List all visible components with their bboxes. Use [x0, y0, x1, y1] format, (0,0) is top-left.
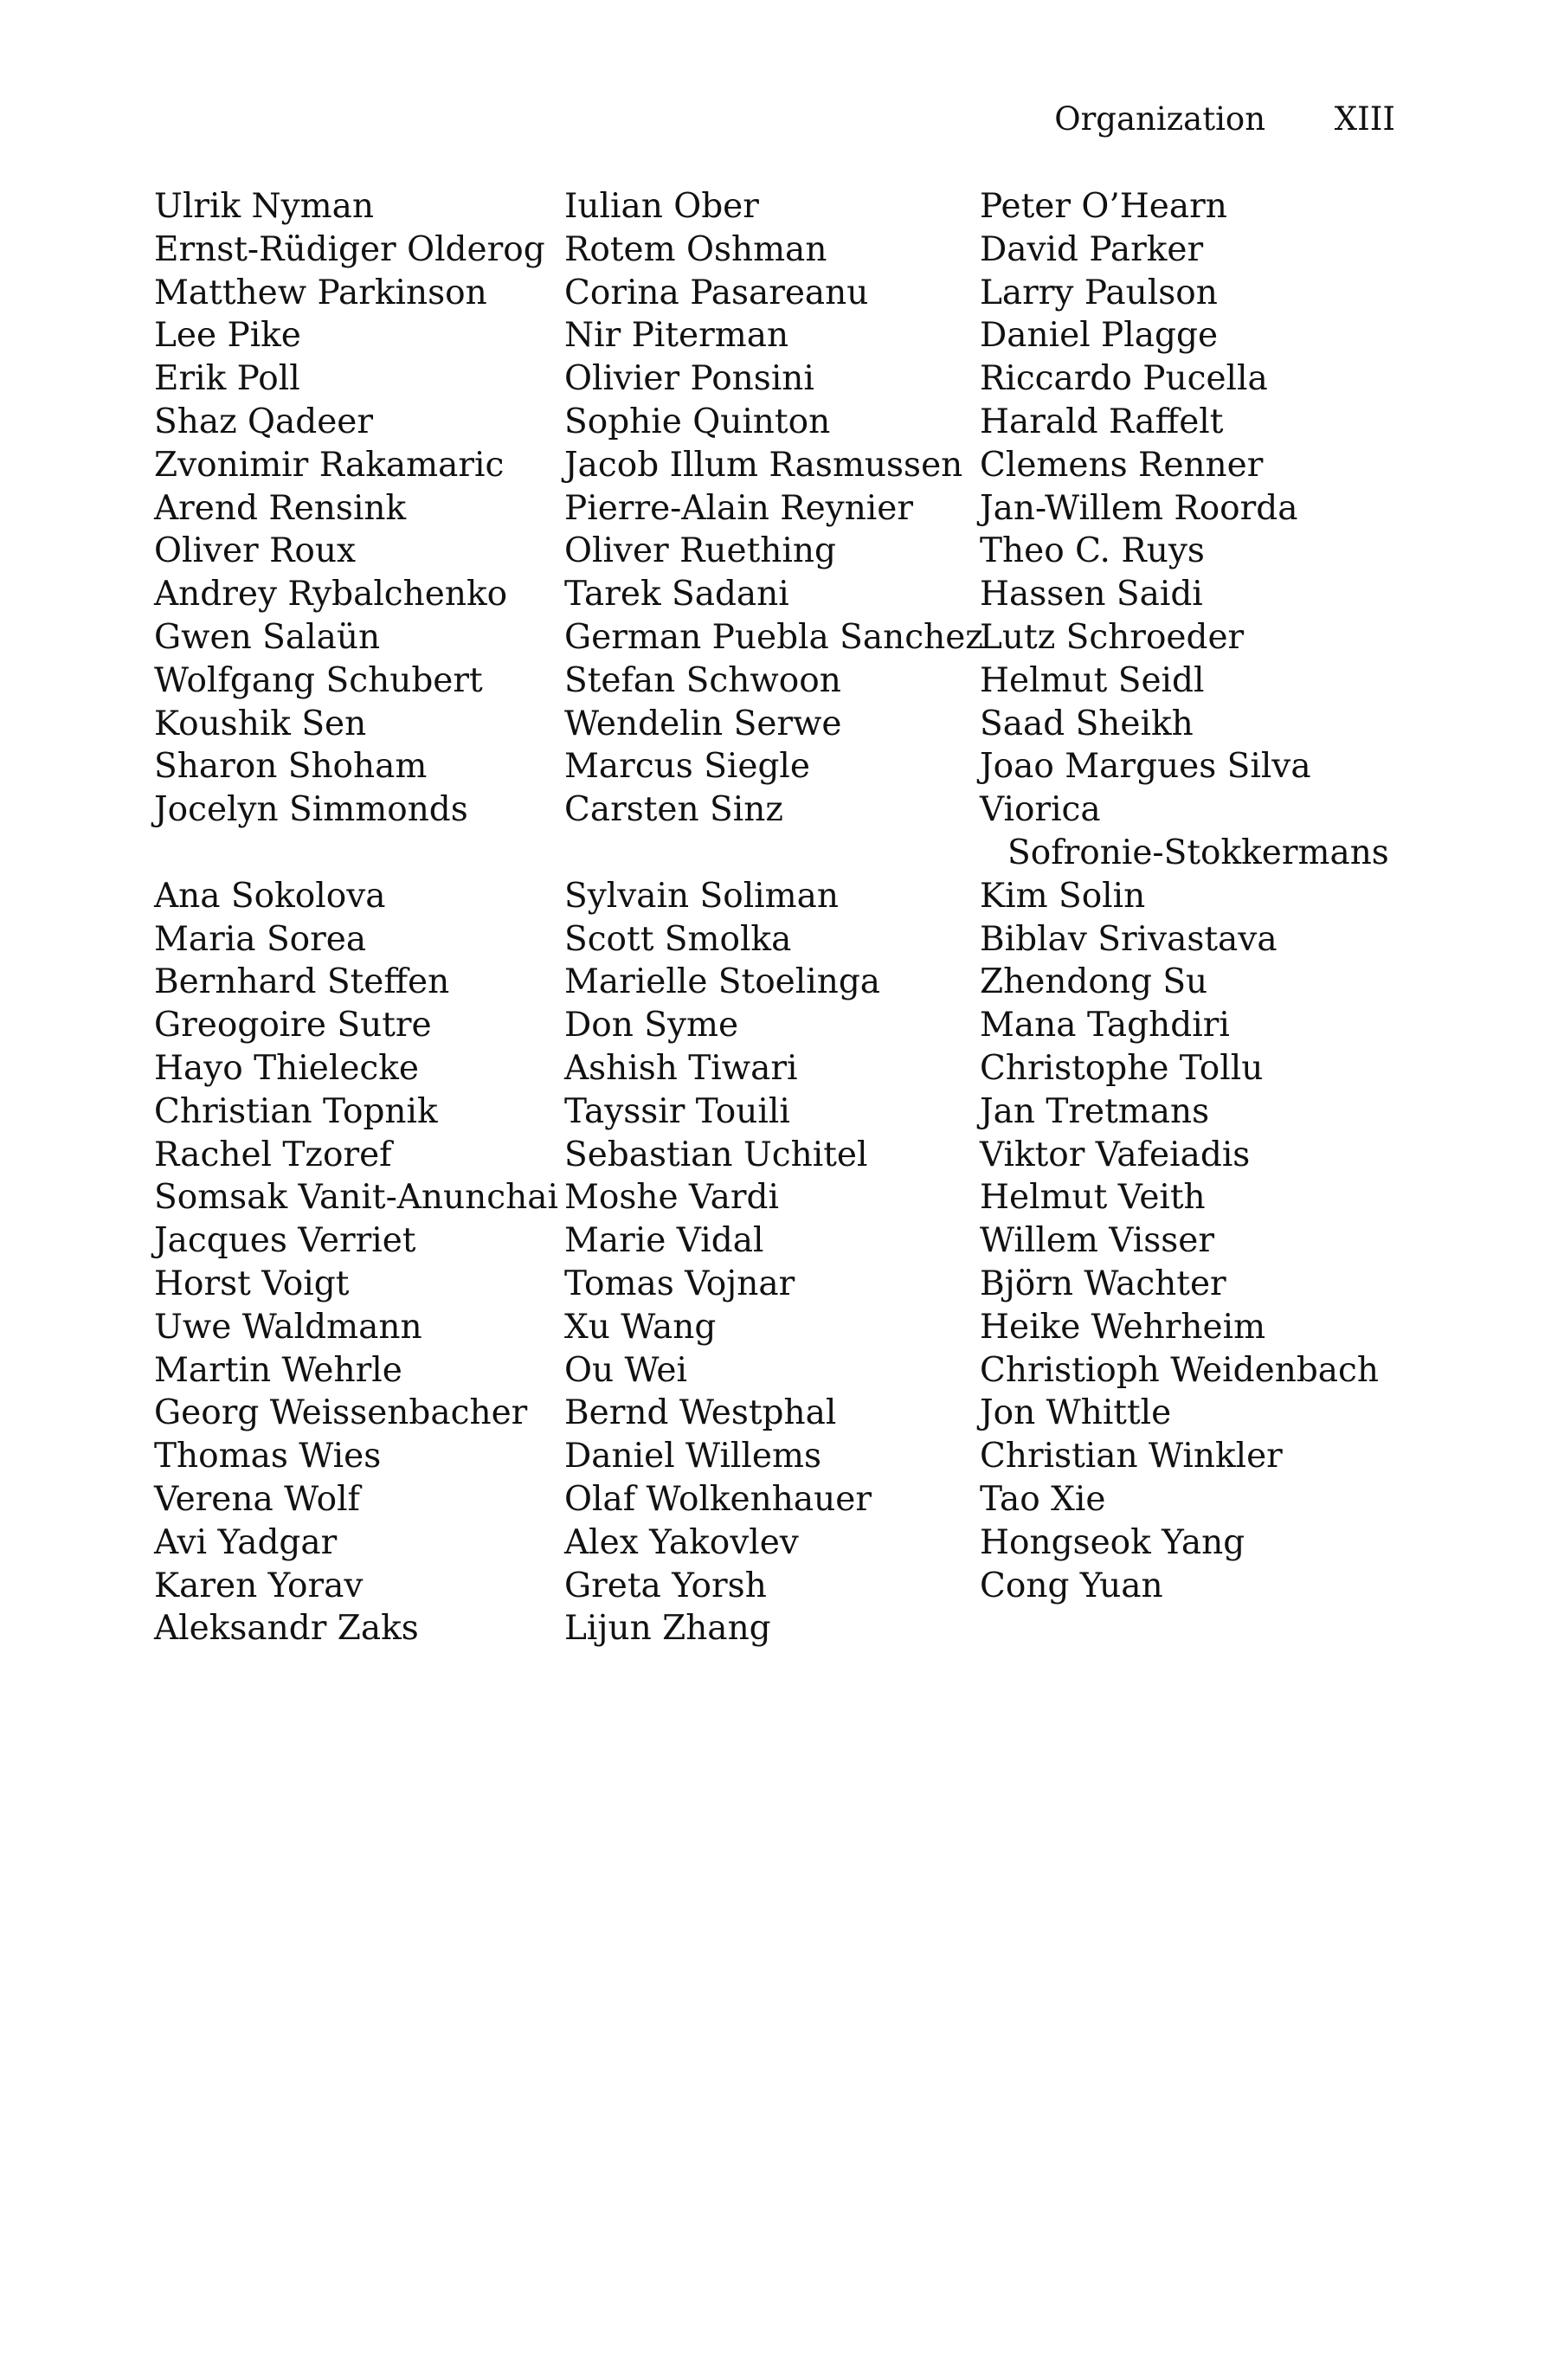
- reviewer-name: Christian Topnik: [154, 1091, 438, 1131]
- reviewer-name: Horst Voigt: [154, 1264, 350, 1303]
- reviewer-name: Don Syme: [564, 1006, 739, 1045]
- names-column-2: [564, 185, 983, 1650]
- group-spacer: [154, 832, 558, 875]
- reviewer-name: Ashish Tiwari: [564, 1048, 798, 1088]
- reviewer-name: Marcus Siegle: [564, 747, 810, 787]
- reviewer-name: Shaz Qadeer: [154, 402, 374, 441]
- reviewer-name: Alex Yakovlev: [564, 1522, 799, 1562]
- reviewer-name: Clemens Renner: [980, 445, 1264, 485]
- reviewer-name: Greta Yorsh: [564, 1566, 767, 1605]
- reviewer-name: Olivier Ponsini: [564, 359, 814, 399]
- reviewer-name: Rachel Tzoref: [154, 1135, 392, 1174]
- reviewer-name: David Parker: [980, 229, 1204, 269]
- reviewer-name: Björn Wachter: [980, 1264, 1226, 1303]
- reviewer-name: Iulian Ober: [564, 187, 759, 226]
- reviewer-name: Viktor Vafeiadis: [980, 1135, 1251, 1174]
- reviewer-name: Daniel Plagge: [980, 316, 1219, 356]
- reviewer-name: Harald Raffelt: [980, 402, 1224, 441]
- reviewer-name: Christophe Tollu: [980, 1048, 1264, 1088]
- reviewer-name: Christian Winkler: [980, 1437, 1283, 1476]
- names-column-3: [980, 185, 1389, 1607]
- reviewer-name: Sylvain Soliman: [564, 876, 839, 916]
- reviewer-name: Gwen Salaün: [154, 617, 381, 657]
- reviewer-name: Xu Wang: [564, 1307, 717, 1347]
- reviewer-name: Viorica: [980, 790, 1101, 830]
- reviewer-name: Jon Whittle: [980, 1393, 1172, 1433]
- reviewer-name: Larry Paulson: [980, 273, 1218, 312]
- reviewer-name: Karen Yorav: [154, 1566, 364, 1605]
- reviewer-name: Olaf Wolkenhauer: [564, 1479, 872, 1519]
- reviewer-name: Uwe Waldmann: [154, 1307, 422, 1347]
- reviewer-name: Stefan Schwoon: [564, 660, 841, 700]
- reviewer-name: Marielle Stoelinga: [564, 962, 881, 1002]
- reviewer-name: Bernhard Steffen: [154, 962, 450, 1002]
- reviewer-name: Carsten Sinz: [564, 790, 783, 830]
- reviewer-name: Maria Sorea: [154, 919, 367, 959]
- reviewer-name: Matthew Parkinson: [154, 273, 487, 312]
- reviewer-name: Jan-Willem Roorda: [980, 488, 1298, 528]
- reviewer-name: Erik Poll: [154, 359, 300, 399]
- reviewer-name: Tao Xie: [980, 1479, 1106, 1519]
- group-spacer: [564, 832, 983, 875]
- reviewer-name: Riccardo Pucella: [980, 359, 1268, 399]
- reviewer-name: Wendelin Serwe: [564, 704, 842, 743]
- reviewer-name: Lijun Zhang: [564, 1609, 771, 1649]
- reviewer-name: Avi Yadgar: [154, 1522, 338, 1562]
- names-column-1: [154, 185, 558, 1650]
- reviewer-name: Kim Solin: [980, 876, 1146, 916]
- reviewer-name: Andrey Rybalchenko: [154, 575, 508, 614]
- section-title: Organization: [1054, 100, 1266, 138]
- reviewer-name: Tomas Vojnar: [564, 1264, 795, 1303]
- reviewer-name: Jacques Verriet: [154, 1221, 416, 1261]
- reviewer-name: Somsak Vanit-Anunchai: [154, 1178, 558, 1218]
- reviewer-name: Zhendong Su: [980, 962, 1208, 1002]
- reviewer-name: German Puebla Sanchez: [564, 617, 983, 657]
- reviewer-name: Sofronie-Stokkermans: [1007, 833, 1389, 872]
- reviewer-name: Lee Pike: [154, 316, 301, 356]
- reviewer-name: Thomas Wies: [154, 1437, 382, 1476]
- reviewer-name: Ana Sokolova: [154, 876, 386, 916]
- reviewer-name: Biblav Srivastava: [980, 919, 1277, 959]
- running-header: [1054, 100, 1395, 138]
- reviewer-name: Daniel Willems: [564, 1437, 821, 1476]
- reviewer-name: Willem Visser: [980, 1221, 1214, 1261]
- reviewer-name: Lutz Schroeder: [980, 617, 1245, 657]
- reviewer-name: Corina Pasareanu: [564, 273, 869, 312]
- reviewer-name: Martin Wehrle: [154, 1350, 402, 1390]
- reviewer-name: Jocelyn Simmonds: [154, 790, 468, 830]
- reviewer-name: Pierre-Alain Reynier: [564, 488, 914, 528]
- reviewer-name: Jan Tretmans: [980, 1091, 1210, 1131]
- reviewer-name: Greogoire Sutre: [154, 1006, 432, 1045]
- reviewer-name: Helmut Veith: [980, 1178, 1206, 1218]
- reviewer-name: Hassen Saidi: [980, 575, 1203, 614]
- reviewer-name: Peter O’Hearn: [980, 187, 1227, 226]
- reviewer-name: Hayo Thielecke: [154, 1048, 419, 1088]
- reviewer-name: Wolfgang Schubert: [154, 660, 483, 700]
- reviewer-name: Cong Yuan: [980, 1566, 1163, 1605]
- reviewer-name: Rotem Oshman: [564, 229, 827, 269]
- reviewer-name: Sharon Shoham: [154, 747, 428, 787]
- reviewer-name: Mana Taghdiri: [980, 1006, 1230, 1045]
- reviewer-name: Marie Vidal: [564, 1221, 764, 1261]
- reviewer-name: Ernst-Rüdiger Olderog: [154, 229, 545, 269]
- reviewer-name: Sophie Quinton: [564, 402, 831, 441]
- reviewer-name: Scott Smolka: [564, 919, 792, 959]
- reviewer-name: Koushik Sen: [154, 704, 367, 743]
- reviewer-name: Georg Weissenbacher: [154, 1393, 528, 1433]
- reviewer-name: Christioph Weidenbach: [980, 1350, 1379, 1390]
- reviewer-name: Sebastian Uchitel: [564, 1135, 868, 1174]
- reviewer-name: Joao Margues Silva: [980, 747, 1311, 787]
- reviewer-name: Saad Sheikh: [980, 704, 1194, 743]
- page-number: XIII: [1334, 100, 1395, 138]
- reviewer-name: Verena Wolf: [154, 1479, 360, 1519]
- reviewer-name: Zvonimir Rakamaric: [154, 445, 505, 485]
- reviewer-name: Oliver Ruething: [564, 531, 836, 571]
- reviewer-name: Helmut Seidl: [980, 660, 1205, 700]
- reviewer-name: Oliver Roux: [154, 531, 357, 571]
- reviewer-name: Ou Wei: [564, 1350, 687, 1390]
- reviewer-name: Heike Wehrheim: [980, 1307, 1266, 1347]
- reviewer-name: Jacob Illum Rasmussen: [564, 445, 963, 485]
- reviewer-name: Moshe Vardi: [564, 1178, 779, 1218]
- reviewer-name: Tayssir Touili: [564, 1091, 790, 1131]
- reviewer-name: Nir Piterman: [564, 316, 789, 356]
- reviewer-name: Tarek Sadani: [564, 575, 789, 614]
- reviewer-name: Arend Rensink: [154, 488, 407, 528]
- reviewer-name: Aleksandr Zaks: [154, 1609, 419, 1649]
- reviewer-name: Theo C. Ruys: [980, 531, 1205, 571]
- reviewer-name: Hongseok Yang: [980, 1522, 1245, 1562]
- reviewer-name: Ulrik Nyman: [154, 187, 374, 226]
- reviewer-name: Bernd Westphal: [564, 1393, 837, 1433]
